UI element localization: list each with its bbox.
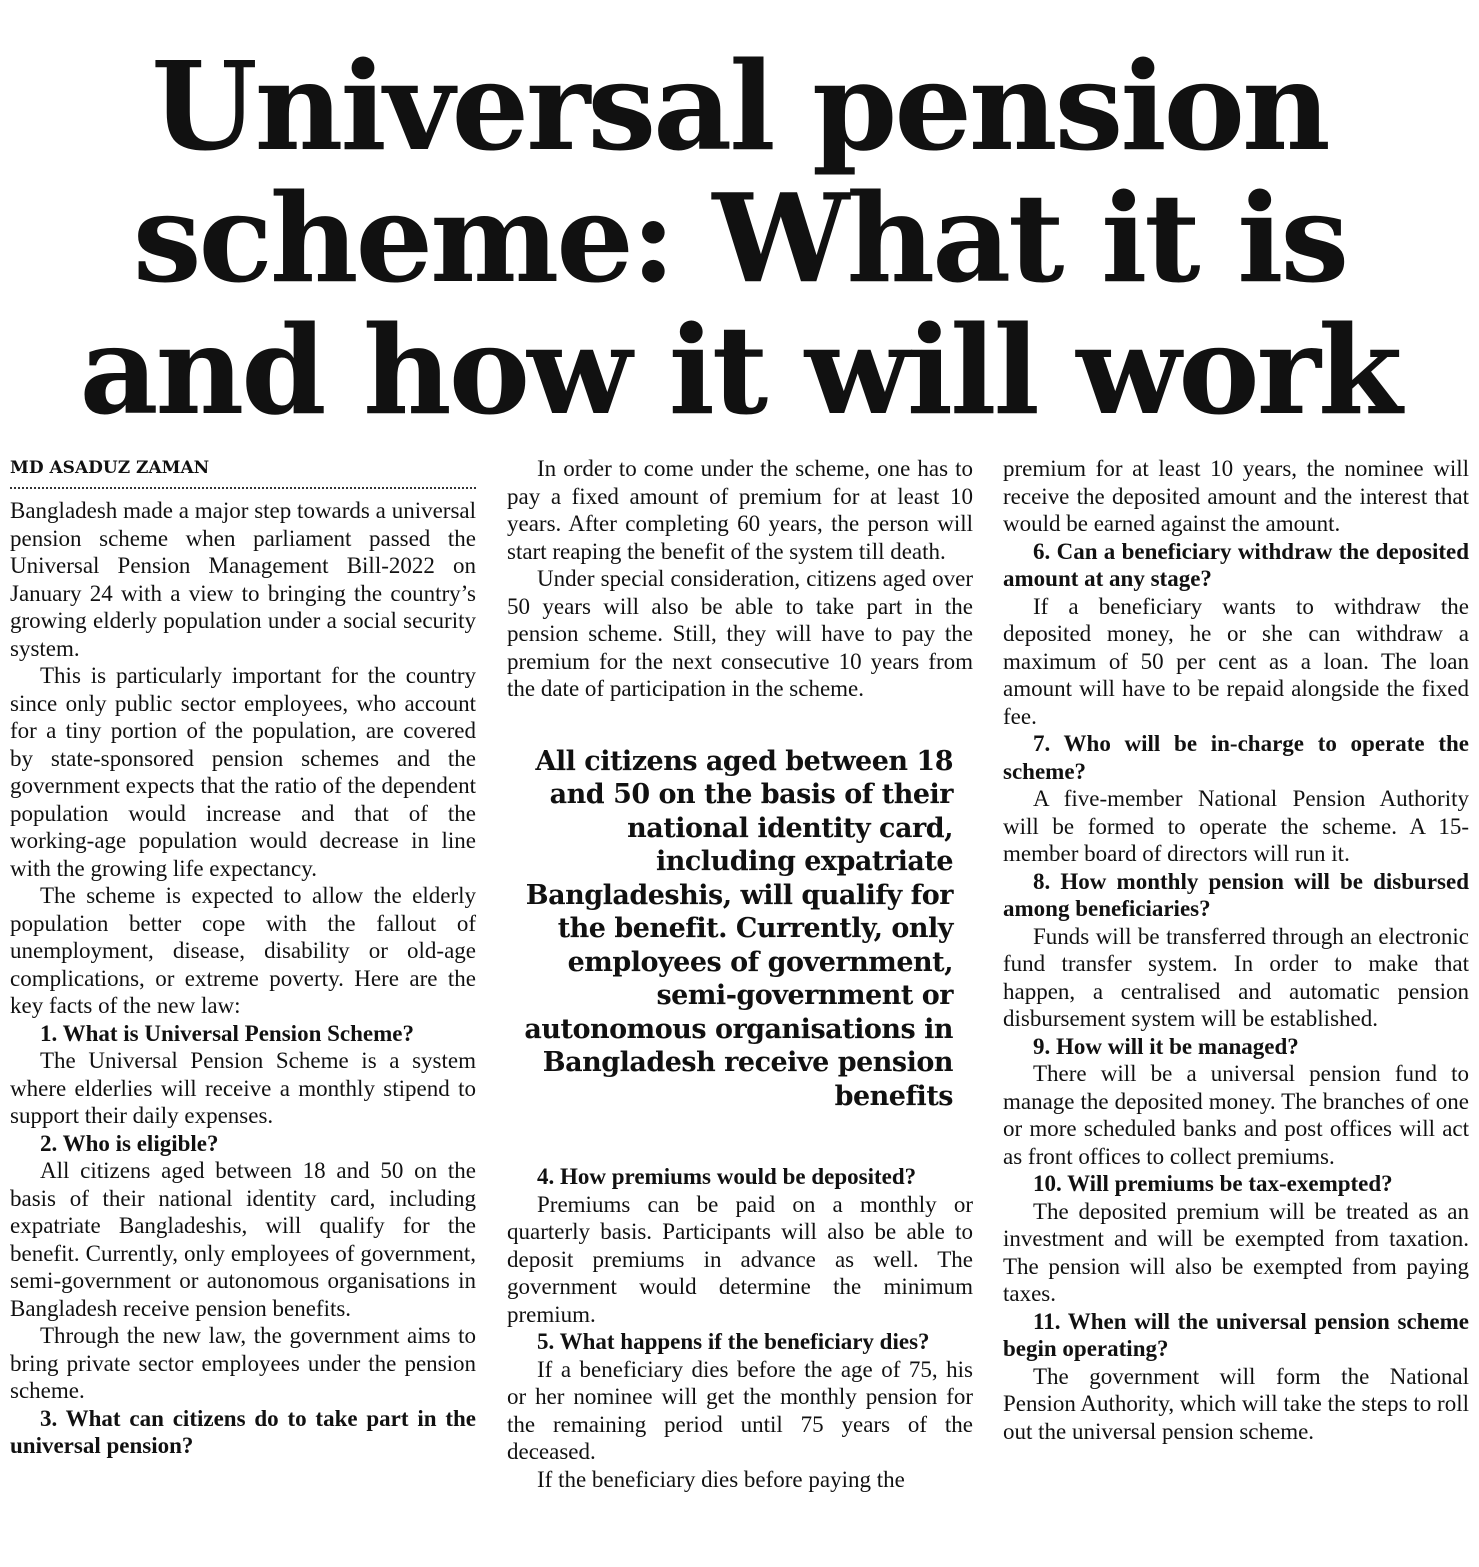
paragraph: This is particularly important for the country since only public sector employees, who account for a tiny portion of the population, are covered by state-sponsored pension schemes and the government expects that the ratio of the dependent population would increase and that of the working-age population would decrease in line with the growing life expectancy. (10, 663, 476, 881)
column-1 (10, 455, 476, 1460)
paragraph: If the beneficiary dies before paying the (537, 1466, 905, 1492)
paragraph: The government will form the National Pension Authority, which will take the steps to roll out the universal pension scheme. (1003, 1363, 1469, 1444)
paragraph: Funds will be transferred through an electronic fund transfer system. In order to make that happen, a centralised and automatic pension disbursement system will be established. (1003, 923, 1469, 1031)
paragraph: Premiums can be paid on a monthly or quarterly basis. Participants will also be able to deposit premiums in advance as well. The government would determine the minimum premium. (507, 1191, 973, 1327)
question-heading: 6. Can a beneficiary withdraw the deposited amount at any stage? (1003, 538, 1469, 591)
paragraph: Under special consideration, citizens aged over 50 years will also be able to take part in the pension scheme. Still, they will have to pay the premium for the next consecutive 10 years from the date of participation in the scheme. (507, 566, 973, 701)
column-3 (1003, 455, 1469, 1445)
paragraph: In order to come under the scheme, one has to pay a fixed amount of premium for at least 10 years. After completing 60 years, the person will start reaping the benefit of the system till death. (507, 456, 973, 564)
paragraph: A five-member National Pension Authority will be formed to operate the scheme. A 15-member board of directors will run it. (1003, 786, 1469, 866)
column-2 (507, 455, 973, 1493)
paragraph: If a beneficiary wants to withdraw the deposited money, he or she can withdraw a maximum of 50 per cent as a loan. The loan amount will have to be repaid alongside the fixed fee. (1003, 593, 1469, 729)
question-heading: 10. Will premiums be tax-exempted? (1033, 1171, 1393, 1196)
question-heading: 4. How premiums would be deposited? (537, 1164, 917, 1189)
byline: MD ASADUZ ZAMAN (10, 455, 476, 489)
question-heading: 8. How monthly pension will be disbursed among beneficiaries? (1003, 868, 1469, 921)
headline (0, 34, 1479, 442)
question-heading: 5. What happens if the beneficiary dies? (537, 1329, 930, 1354)
paragraph: If a beneficiary dies before the age of 75, his or her nominee will get the monthly pension for the remaining period until 75 years of the deceased. (507, 1356, 973, 1464)
question-heading: 1. What is Universal Pension Scheme? (40, 1020, 414, 1046)
paragraph: Bangladesh made a major step towards a universal pension scheme when parliament passed the Universal Pension Management Bill-2022 on January 24 with a view to bringing the country’s growing elderly population under a social security system. (10, 498, 476, 661)
question-heading: 7. Who will be in-charge to operate the scheme? (1003, 731, 1469, 784)
paragraph: premium for at least 10 years, the nominee will receive the deposited amount and the interest that would be earned against the amount. (1003, 456, 1469, 536)
headline-line-2: scheme: What it is (132, 166, 1347, 310)
paragraph: There will be a universal pension fund to manage the deposited money. The branches of one or more scheduled banks and post offices will act as front offices to collect premiums. (1003, 1061, 1469, 1169)
headline-line-1: Universal pension (151, 34, 1328, 178)
headline-line-3: and how it will work (79, 298, 1400, 442)
question-heading: 9. How will it be managed? (1033, 1033, 1299, 1059)
question-heading: 3. What can citizens do to take part in the universal pension? (10, 1405, 476, 1458)
paragraph: Through the new law, the government aims to bring private sector employees under the pension scheme. (10, 1323, 476, 1403)
paragraph: All citizens aged between 18 and 50 on the basis of their national identity card, including expatriate Bangladeshis, will qualify for the benefit. Currently, only employees of government, semi-government or autonomous organisations in Bangladesh receive pension benefits. (10, 1158, 476, 1321)
paragraph: The Universal Pension Scheme is a system where elderlies will receive a monthly stipend to support their daily expenses. (10, 1048, 476, 1128)
paragraph: The scheme is expected to allow the elderly population better cope with the fallout of unemployment, disease, disability or old-age complications, or extreme poverty. Here are the key facts of the new law: (10, 883, 476, 1018)
pull-quote: All citizens aged between 18 and 50 on the basis of their national identity card, including expatriate Bangladeshis, will qualify for the benefit. Currently, only employees of government, semi-government or autonomous organisations in Bangladesh receive pension benefits (524, 745, 953, 1112)
question-heading: 2. Who is eligible? (40, 1130, 219, 1156)
question-heading: 11. When will the universal pension scheme begin operating? (1003, 1308, 1469, 1361)
paragraph: The deposited premium will be treated as an investment and will be exempted from taxation. The pension will also be exempted from paying taxes. (1003, 1198, 1469, 1306)
